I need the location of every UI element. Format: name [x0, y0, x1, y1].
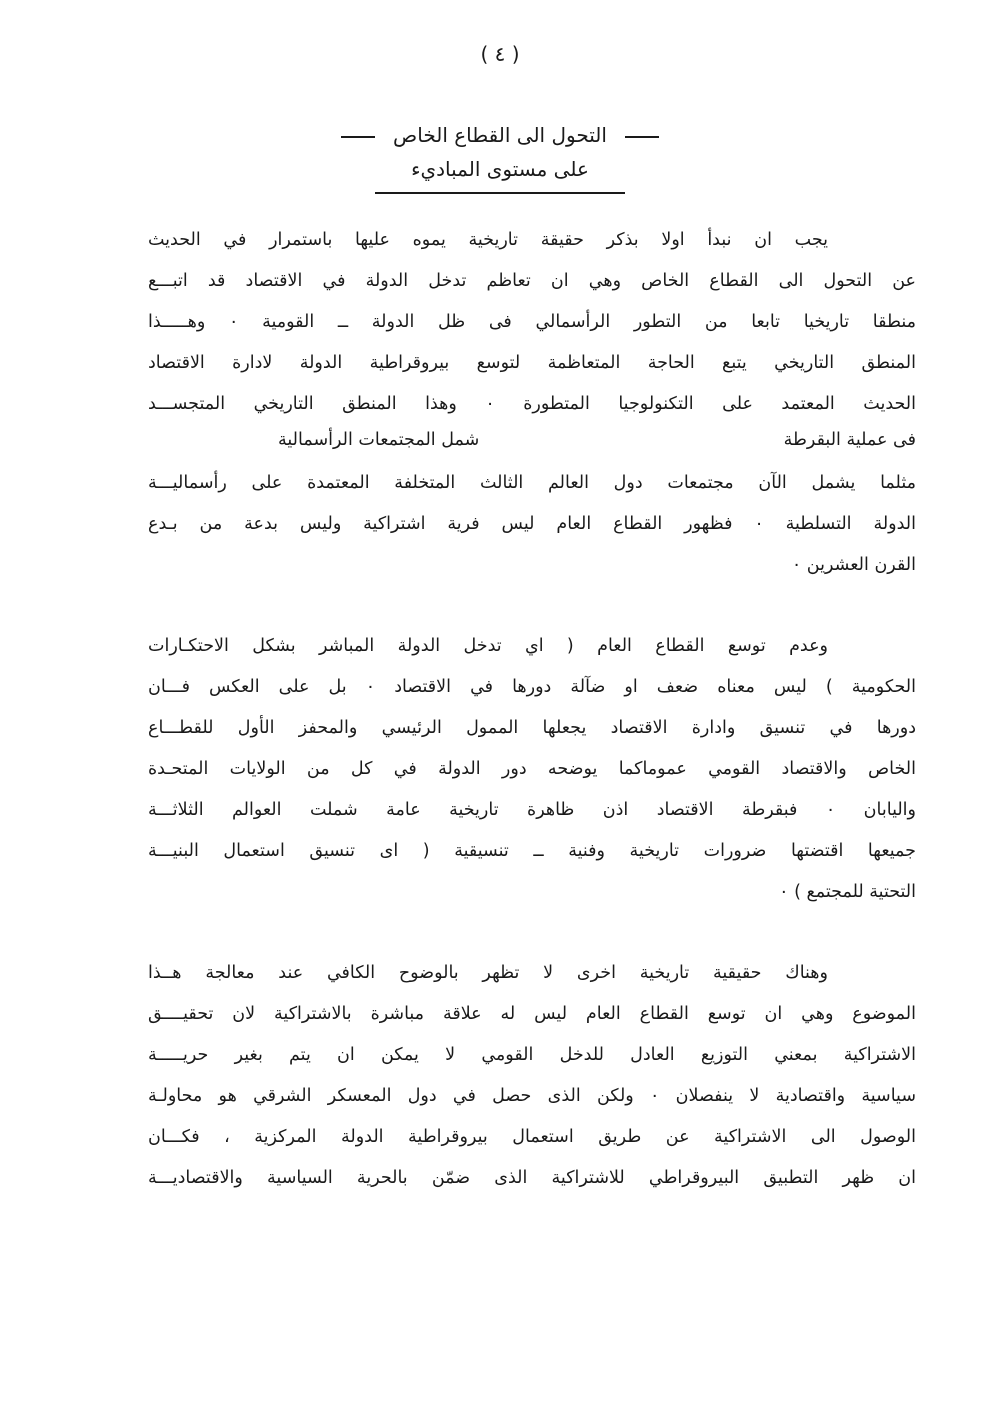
split-line-left: شمل المجتمعات الرأسمالية — [278, 430, 480, 450]
paragraph-1-line-6: مثلما يشمل الآن مجتمعات دول العالم الثالث المتخلفة المعتمدة على رأسماليـــة — [148, 473, 916, 493]
title-main: التحول الى القطاع الخاص — [393, 123, 607, 147]
paragraph-3-line-3: الاشتراكية بمعني التوزيع العادل للدخل القومي لا يمكن ان يتم بغير حريـــــة — [148, 1045, 916, 1065]
paragraph-2-line-7: التحتية للمجتمع ) ٠ — [779, 882, 916, 902]
paragraph-1-line-2: عن التحول الى القطاع الخاص وهي ان تعاظم تدخل الدولة في الاقتصاد قد اتبـــع — [148, 271, 916, 291]
paragraph-1-split-line — [148, 428, 916, 452]
paragraph-2-line-6: جميعها اقتضتها ضرورات تاريخية وفنية ــ تنسيقية ( اى تنسيق استعمال البنيـــة — [148, 841, 916, 861]
title-line-2: على مستوى المباديء — [411, 157, 589, 181]
paragraph-3-line-5: الوصول الى الاشتراكية عن طريق استعمال بيروقراطية الدولة المركزية ، فكـــان — [148, 1127, 916, 1147]
paragraph-3-line-4: سياسية واقتصادية لا ينفصلان ٠ ولكن الذى حصل في دول المعسكر الشرقي هو محاولـة — [148, 1086, 916, 1106]
title-underline — [375, 192, 625, 194]
paragraph-1-line-1: يجب ان نبدأ اولا بذكر حقيقة تاريخية يموه عليها باستمرار في الحديث — [148, 230, 828, 250]
paragraph-2-line-3: دورها في تنسيق وادارة الاقتصاد يجعلها الممول الرئيسي والمحفز الأول للقطـــاع — [148, 718, 916, 738]
title-line-1 — [0, 118, 1000, 152]
paragraph-1-line-5: الحديث المعتمد على التكنولوجيا المتطورة ٠ وهذا المنطق التاريخي المتجســـد — [148, 394, 916, 414]
paragraph-1-line-3: منطقا تاريخيا تابعا من التطور الرأسمالي فى ظل الدولة ــ القومية ٠ وهـــــذا — [148, 312, 916, 332]
paragraph-1-line-7: الدولة التسلطية ٠ فظهور القطاع العام ليس فرية اشتراكية وليس بدعة من بـدع — [148, 514, 916, 534]
paragraph-2-line-4: الخاص والاقتصاد القومي عموماكما يوضحه دور الدولة في كل من الولايات المتحـدة — [148, 759, 916, 779]
paragraph-2-line-2: الحكومية ) ليس معناه ضعف او ضآلة دورها في الاقتصاد ٠ بل على العكس فـــان — [148, 677, 916, 697]
title-dash-right — [625, 136, 659, 138]
split-line-right: فى عملية البقرطة — [783, 430, 916, 450]
paragraph-1-line-8: القرن العشرين ٠ — [791, 555, 916, 575]
title-block — [0, 118, 1000, 194]
paragraph-1-line-4: المنطق التاريخي يتبع الحاجة المتعاظمة لتوسع بيروقراطية الدولة لادارة الاقتصاد — [148, 353, 916, 373]
paragraph-3-line-1: وهناك حقيقية تاريخية اخرى لا تظهر بالوضوح الكافي عند معالجة هــذا — [148, 963, 828, 983]
page-number: ( ٤ ) — [480, 42, 520, 66]
paragraph-3-line-2: الموضوع وهي ان توسع القطاع العام ليس له علاقة مباشرة بالاشتراكية لان تحقيــــق — [148, 1004, 916, 1024]
paragraph-2-line-1: وعدم توسع القطاع العام ( اي تدخل الدولة المباشر بشكل الاحتكـارات — [148, 636, 828, 656]
title-dash-left — [341, 136, 375, 138]
paragraph-2-line-5: واليابان ٠ فبقرطة الاقتصاد اذن ظاهرة تاريخية عامة شملت العوالم الثلاثـــة — [148, 800, 916, 820]
paragraph-3-line-6: ان ظهر التطبيق البيروقراطي للاشتراكية الذى ضمّن بالحرية السياسية والاقتصاديـــة — [148, 1168, 916, 1188]
